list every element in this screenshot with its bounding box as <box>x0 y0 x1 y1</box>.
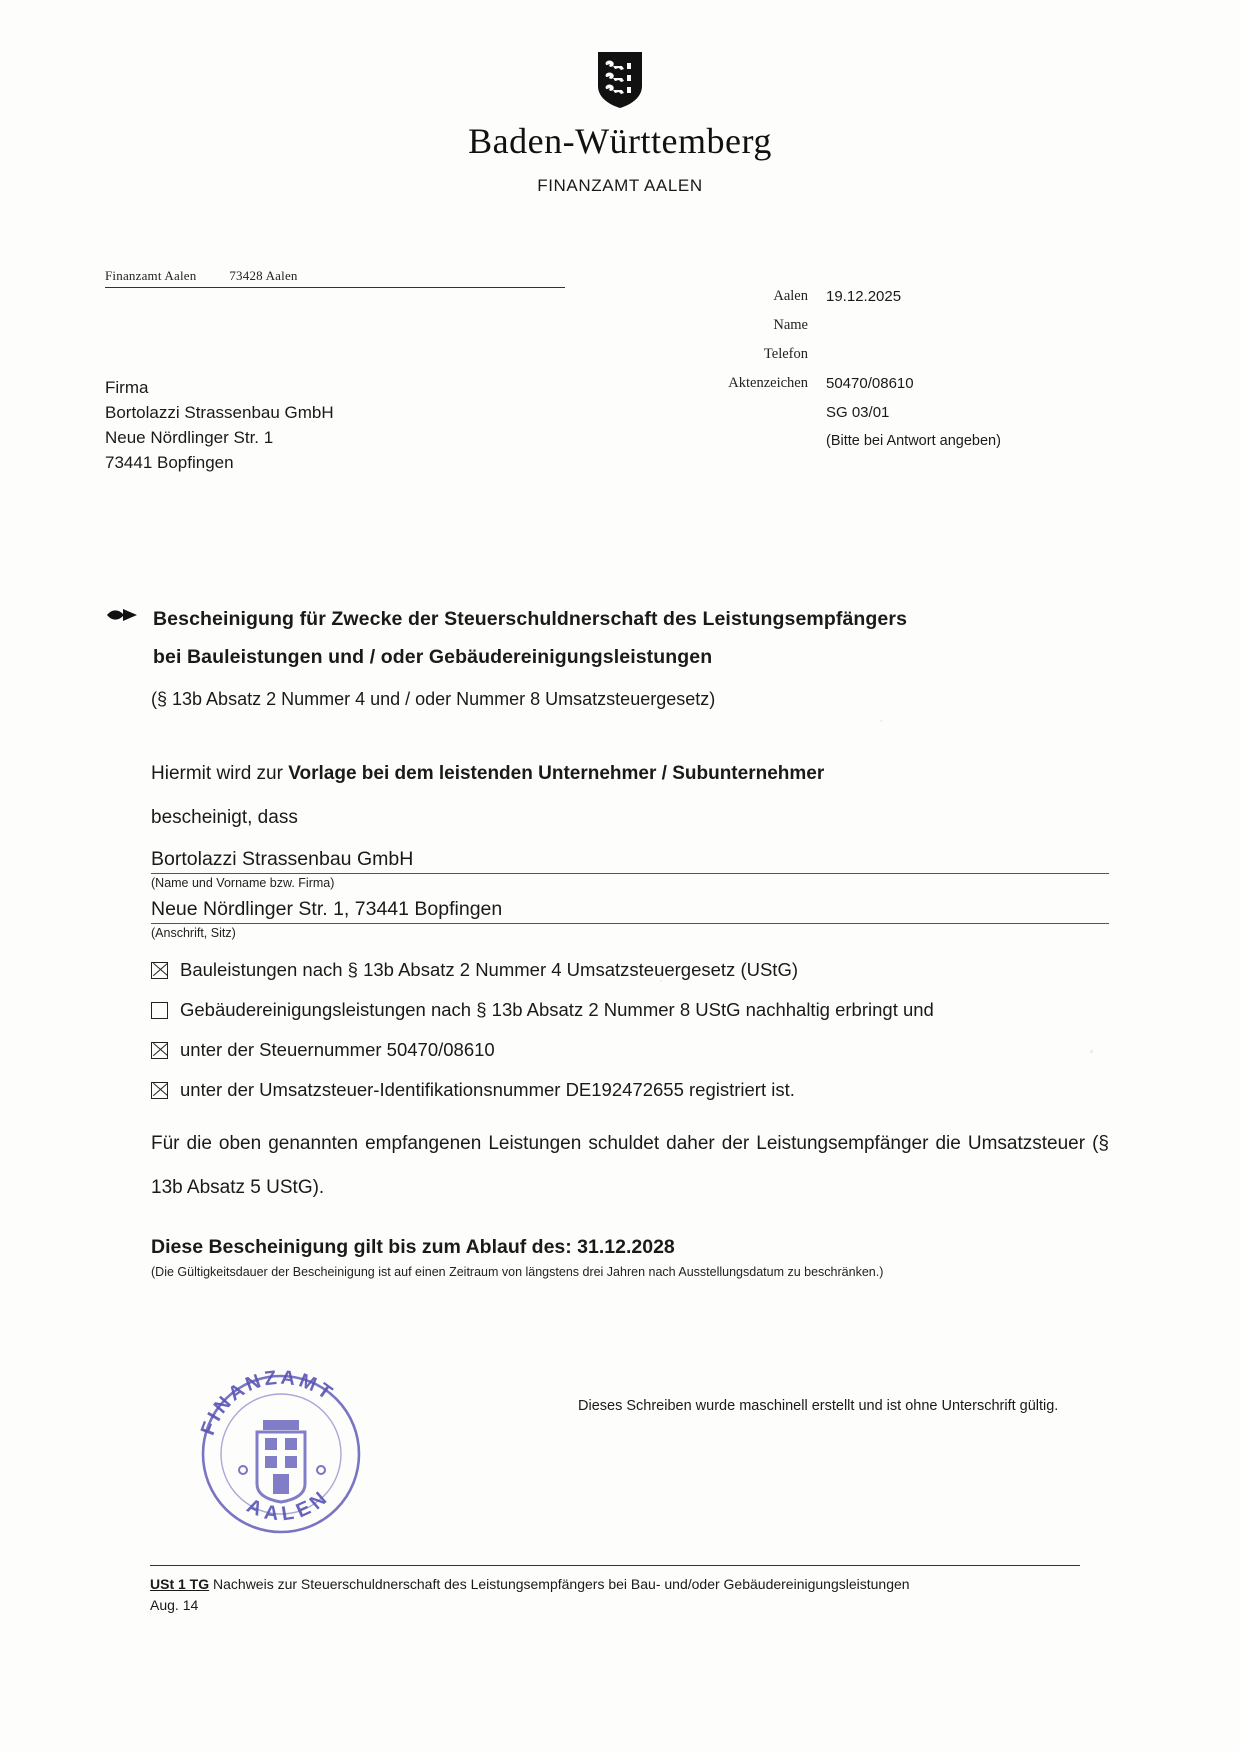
recipient-line-3: Neue Nördlinger Str. 1 <box>105 428 274 447</box>
meta-label-city: Aalen <box>773 288 808 304</box>
document-body <box>105 600 1125 1279</box>
footer-form-code: USt 1 TG <box>150 1576 210 1592</box>
meta-label-reference: Aktenzeichen <box>728 375 808 391</box>
meta-value-date: 19.12.2025 <box>826 288 902 305</box>
meta-block <box>690 288 1120 449</box>
company-address-field: Neue Nördlinger Str. 1, 73441 Bopfingen <box>151 898 1109 924</box>
checklist-item[interactable] <box>151 996 1125 1024</box>
intro-text-part-2: bescheinigt, dass <box>151 807 298 828</box>
doc-title-line-2: bei Bauleistungen und / oder Gebäudereinigungsleistungen <box>153 646 713 668</box>
meta-row-reference <box>690 375 1120 392</box>
legal-reference: (§ 13b Absatz 2 Nummer 4 und / oder Nummer 8 Umsatzsteuergesetz) <box>151 689 716 709</box>
sender-line <box>105 268 565 288</box>
checkbox-ust-id[interactable] <box>151 1082 168 1099</box>
checklist-item[interactable] <box>151 1036 1125 1064</box>
closing-paragraph: Für die oben genannten empfangenen Leistungen schuldet daher der Leistungsempfänger die Umsatzsteuer (§ 13b Absatz 5 UStG). <box>151 1133 1109 1198</box>
meta-label-telephone: Telefon <box>763 346 808 362</box>
meta-row-name <box>690 317 1120 334</box>
meta-sub-reference: SG 03/01 <box>826 404 890 421</box>
svg-text:FINANZAMT: FINANZAMT <box>196 1366 339 1439</box>
checklist-item[interactable] <box>151 1076 1125 1104</box>
recipient-line-1: Firma <box>105 378 149 397</box>
footer-line <box>150 1574 1080 1595</box>
intro-paragraph <box>151 752 1111 840</box>
arrow-bullet-icon <box>105 606 139 629</box>
meta-value-reference: 50470/08610 <box>826 375 914 392</box>
meta-row-date <box>690 288 1120 305</box>
meta-label-name: Name <box>773 317 808 333</box>
meta-reply-note: (Bitte bei Antwort angeben) <box>826 433 1001 449</box>
validity-statement: Diese Bescheinigung gilt bis zum Ablauf des: 31.12.2028 <box>151 1236 675 1258</box>
baden-wuerttemberg-coat-of-arms-icon <box>594 48 646 110</box>
validity-note: (Die Gültigkeitsdauer der Bescheinigung ist auf einen Zeitraum von längstens drei Jahren nach Ausstellungsdatum zu beschränken.) <box>151 1265 884 1279</box>
checkbox-steuernummer[interactable] <box>151 1042 168 1059</box>
recipient-line-4: 73441 Bopfingen <box>105 453 234 472</box>
office-name: FINANZAMT AALEN <box>537 176 703 195</box>
official-stamp <box>185 1358 377 1550</box>
footer-description: Nachweis zur Steuerschuldnerschaft des Leistungsempfängers bei Bau- und/oder Gebäudereinigungsleistungen <box>209 1576 910 1592</box>
recipient-address <box>105 375 334 475</box>
page-title <box>153 600 907 676</box>
company-name-caption: (Name und Vorname bzw. Firma) <box>151 876 335 890</box>
company-address-caption: (Anschrift, Sitz) <box>151 926 236 940</box>
doc-title-line-1: Bescheinigung für Zwecke der Steuerschuldnerschaft des Leistungsempfängers <box>153 608 908 630</box>
company-name-field: Bortolazzi Strassenbau GmbH <box>151 848 1109 874</box>
state-name: Baden-Württemberg <box>468 121 772 161</box>
intro-text-bold: Vorlage bei dem leistenden Unternehmer / Subunternehmer <box>288 763 825 784</box>
checklist <box>151 956 1125 1104</box>
checklist-item-label: Gebäudereinigungsleistungen nach § 13b Absatz 2 Nummer 8 UStG nachhaltig erbringt und <box>180 999 934 1020</box>
checklist-item[interactable] <box>151 956 1125 984</box>
footer <box>150 1565 1080 1616</box>
intro-text-part-1: Hiermit wird zur <box>151 763 289 784</box>
checklist-item-label: unter der Umsatzsteuer-Identifikationsnummer DE192472655 registriert ist. <box>180 1079 795 1100</box>
recipient-line-2: Bortolazzi Strassenbau GmbH <box>105 403 334 422</box>
sender-postal: 73428 Aalen <box>229 268 298 283</box>
crest-container <box>0 48 1240 115</box>
sender-office: Finanzamt Aalen <box>105 268 197 283</box>
checkbox-gebaeudereinigung[interactable] <box>151 1002 168 1019</box>
checkbox-bauleistungen[interactable] <box>151 962 168 979</box>
checklist-item-label: unter der Steuernummer 50470/08610 <box>180 1039 495 1060</box>
footer-edition: Aug. 14 <box>150 1597 199 1613</box>
machine-generated-note: Dieses Schreiben wurde maschinell erstellt und ist ohne Unterschrift gültig. <box>578 1398 1059 1414</box>
svg-text:AALEN: AALEN <box>243 1484 335 1526</box>
title-row <box>105 600 1125 676</box>
checklist-item-label: Bauleistungen nach § 13b Absatz 2 Nummer 4 Umsatzsteuergesetz (UStG) <box>180 959 798 980</box>
meta-row-telephone <box>690 346 1120 363</box>
